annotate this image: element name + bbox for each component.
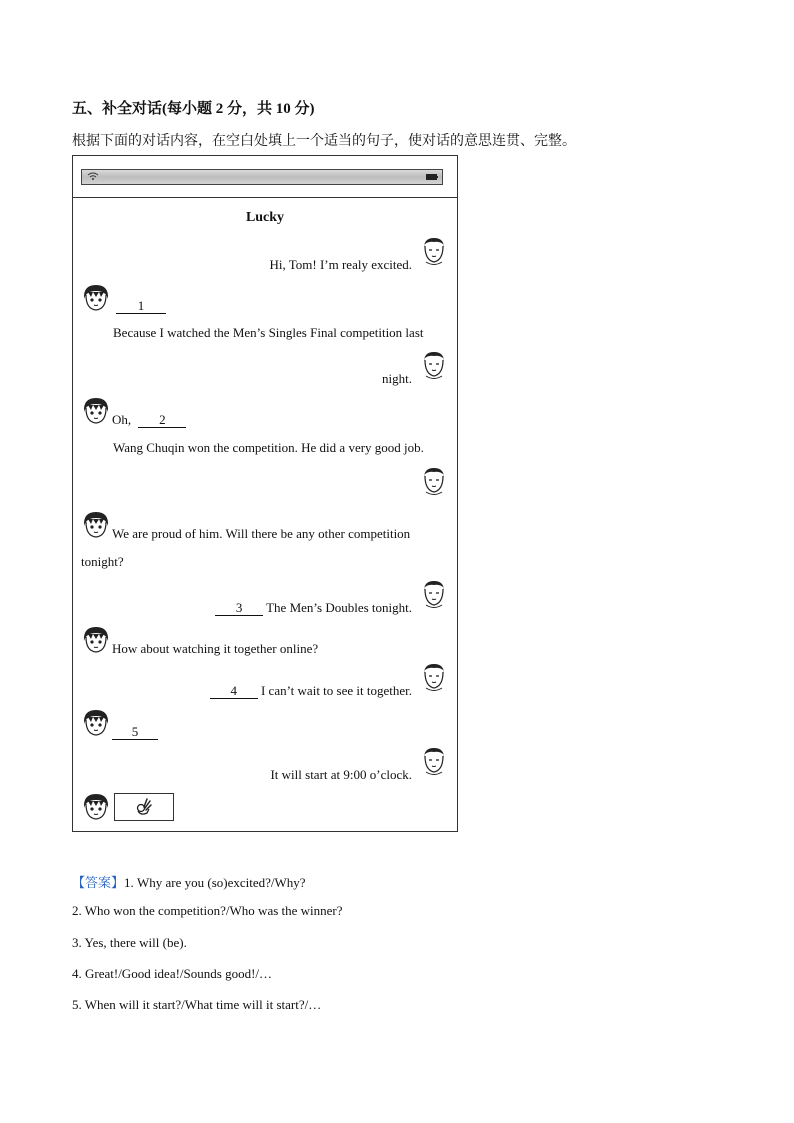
message-1-text: Hi, Tom! I’m realy excited. <box>269 257 412 272</box>
girl-avatar-icon <box>82 625 110 655</box>
answer-1 <box>72 872 306 891</box>
message-8-text: How about watching it together online? <box>112 641 319 656</box>
message-7-suffix: The Men’s Doubles tonight. <box>266 600 412 615</box>
message-11-text: It will start at 9:00 o’clock. <box>270 767 412 782</box>
girl-avatar-icon <box>82 708 110 738</box>
message-6-line1: We are proud of him. Will there be any other competition <box>112 526 411 541</box>
message-2 <box>116 298 166 314</box>
boy-avatar-icon <box>420 350 448 380</box>
chat-contact-name: Lucky <box>245 210 285 225</box>
status-bar <box>81 169 443 185</box>
message-4 <box>112 412 186 428</box>
blank-1[interactable]: 1 <box>116 299 166 314</box>
girl-avatar-icon <box>82 510 110 540</box>
ok-hand-icon <box>135 797 153 817</box>
ok-emoji-bubble <box>114 793 174 821</box>
boy-avatar-icon <box>420 746 448 776</box>
wifi-icon <box>87 172 99 181</box>
header-divider <box>72 197 458 198</box>
battery-icon <box>426 174 438 180</box>
answer-3: 3. Yes, there will (be). <box>72 935 187 950</box>
girl-avatar-icon <box>82 792 110 822</box>
blank-3[interactable]: 3 <box>215 601 263 616</box>
answer-4: 4. Great!/Good idea!/Sounds good!/… <box>72 966 273 981</box>
message-5-text: Wang Chuqin won the competition. He did a very good job. <box>113 440 424 455</box>
blank-2[interactable]: 2 <box>138 413 186 428</box>
answer-2: 2. Who won the competition?/Who was the winner? <box>72 903 343 918</box>
girl-avatar-icon <box>82 396 110 426</box>
blank-5[interactable]: 5 <box>112 725 158 740</box>
message-10 <box>112 724 158 740</box>
answer-5: 5. When will it start?/What time will it start?/… <box>72 997 322 1012</box>
message-3-line2: night. <box>382 371 412 386</box>
boy-avatar-icon <box>420 579 448 609</box>
answer-label: 【答案】 <box>72 875 125 890</box>
boy-avatar-icon <box>420 662 448 692</box>
boy-avatar-icon <box>420 236 448 266</box>
message-6-line2: tonight? <box>81 554 124 569</box>
girl-avatar-icon <box>82 283 110 313</box>
message-4-prefix: Oh, <box>112 412 132 427</box>
message-7 <box>215 600 412 616</box>
instructions: 根据下面的对话内容，在空白处填上一个适当的句子，使对话的意思连贯、完整。 <box>72 134 576 149</box>
message-9 <box>210 683 412 699</box>
message-3-line1: Because I watched the Men’s Singles Final competition last <box>113 325 424 340</box>
boy-avatar-icon <box>420 466 448 496</box>
section-title: 五、补全对话(每小题 2 分，共 10 分) <box>72 101 315 117</box>
message-9-suffix: I can’t wait to see it together. <box>260 683 412 698</box>
answer-1-text: 1. Why are you (so)excited?/Why? <box>124 875 306 890</box>
blank-4[interactable]: 4 <box>210 684 258 699</box>
